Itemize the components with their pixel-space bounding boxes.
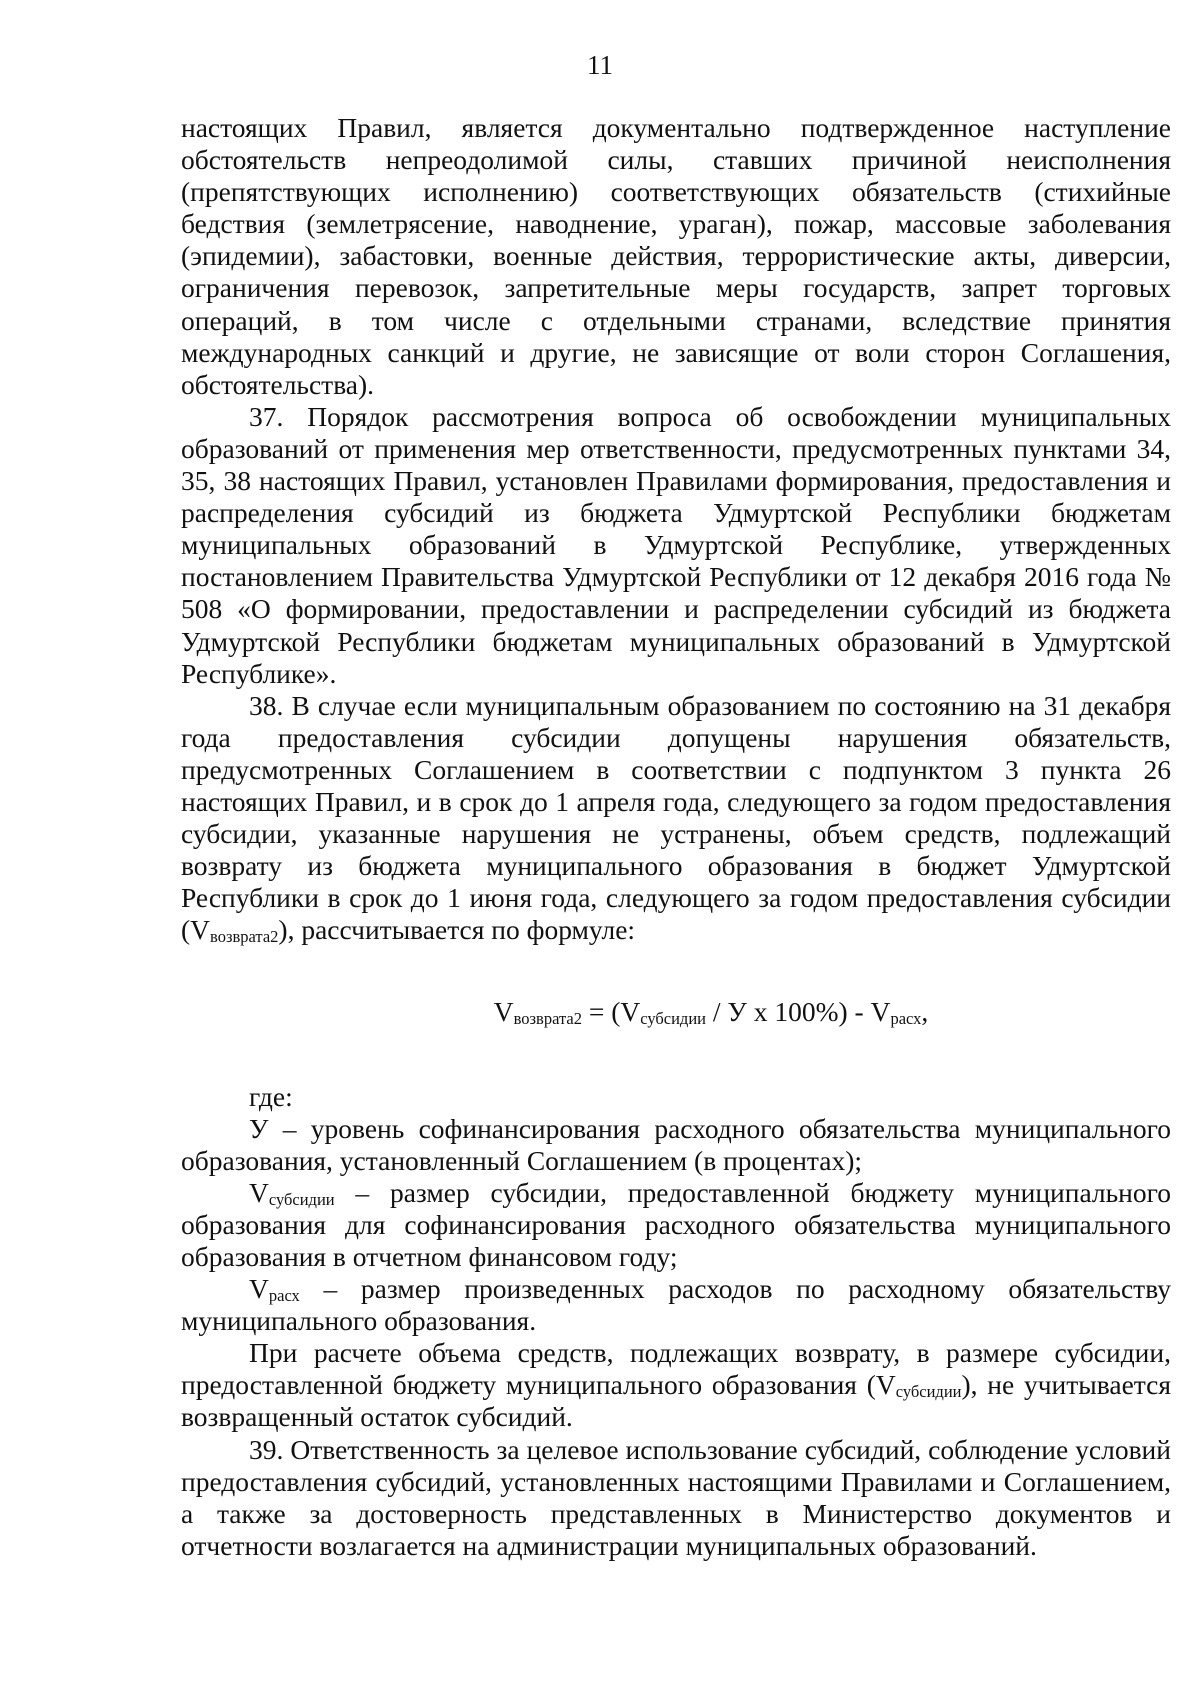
paragraph-38-text: 38. В случае если муниципальным образованием по состоянию на 31 декабря года предоставления субсидии допущены нарушения обязательств, предусмотренных Соглашением в соответствии с подпунктом 3 пункта 26 настоящих Правил, и в срок до 1 апреля года, следующего за годом предоставления субсидии, указанные нарушения не устранены, объем средств, подлежащий возврату из бюджета муниципального образования в бюджет Удмуртской Республики в срок до 1 июня года, следующего за годом предоставления субсидии (V xyxy=(181,689,1171,946)
formula-lhs: V xyxy=(493,996,514,1028)
definition-v-expense-subscript: расх xyxy=(268,1286,300,1306)
paragraph-calculation-subscript: субсидии xyxy=(895,1382,962,1402)
definition-v-subsidy-subscript: субсидии xyxy=(268,1189,335,1209)
where-label: где: xyxy=(249,1080,293,1112)
paragraph-intro: настоящих Правил, является документально подтвержденное наступление обстоятельств непреодолимой силы, ставших причиной неисполнения (препятствующих исполнению) соответствующих обязательств (стихийные бедствия (землетрясение, наводнение, ураган), пожар, массовые заболевания (эпидемии), забастовки, военные действия, террористические акты, диверсии, ограничения перевозок, запретительные меры государств, запрет торговых операций, в том числе с отдельными странами, вследствие принятия международных санкций и другие, не зависящие от воли сторон Соглашения, обстоятельства). xyxy=(181,112,1171,400)
paragraph-calculation-tail: ), не учитывается возвращенный остаток субсидий. xyxy=(181,1369,1171,1433)
page-number: 11 xyxy=(587,50,613,80)
paragraph-37: 37. Порядок рассмотрения вопроса об освобождении муниципальных образований от применения мер ответственности, предусмотренных пунктами 34, 35, 38 настоящих Правил, установлен Правилами формирования, предоставления и распределения субсидий из бюджета Удмуртской Республики бюджетам муниципальных образований в Удмуртской Республике, утвержденных постановлением Правительства Удмуртской Республики от 12 декабря 2016 года № 508 «О формировании, предоставлении и распределении субсидий из бюджета Удмуртской Республики бюджетам муниципальных образований в Удмуртской Республике». xyxy=(181,400,1171,689)
formula-expense-subscript: расх xyxy=(890,1009,922,1029)
definition-v-expense-symbol: V xyxy=(249,1273,269,1305)
definition-u: У – уровень софинансирования расходного обязательства муниципального образования, установленный Соглашением (в процентах); xyxy=(181,1112,1171,1176)
paragraph-38-tail: ), рассчитывается по формуле: xyxy=(278,914,636,946)
definition-v-subsidy xyxy=(181,1177,1171,1273)
paragraph-calculation-text: При расчете объема средств, подлежащих возврату, в размере субсидии, предоставленной бюджету муниципального образования (V xyxy=(181,1337,1171,1401)
definition-v-expense xyxy=(181,1273,1171,1337)
return-formula xyxy=(181,996,1171,1028)
definition-v-expense-text: – размер произведенных расходов по расходному обязательству муниципального образования. xyxy=(181,1273,1171,1337)
paragraph-calculation xyxy=(181,1337,1171,1433)
formula-eq-open: = (V xyxy=(581,996,641,1028)
document-body xyxy=(181,112,1171,1562)
paragraph-38 xyxy=(181,690,1171,947)
paragraph-38-subscript: возврата2 xyxy=(210,927,279,947)
definition-v-subsidy-text: – размер субсидии, предоставленной бюджету муниципального образования для софинансирования расходного обязательства муниципального образования в отчетном финансовом году; xyxy=(181,1176,1171,1272)
formula-end: , xyxy=(921,996,929,1028)
formula-subsidy-subscript: субсидии xyxy=(640,1009,706,1029)
definition-v-subsidy-symbol: V xyxy=(249,1176,269,1208)
formula-mid: / У х 100%) - V xyxy=(706,996,891,1028)
paragraph-39: 39. Ответственность за целевое использование субсидий, соблюдение условий предоставления субсидий, установленных настоящими Правилами и Соглашением, а также за достоверность представленных в Министерство документов и отчетности возлагается на администрации муниципальных образований. xyxy=(181,1433,1171,1561)
formula-lhs-subscript: возврата2 xyxy=(513,1009,582,1029)
